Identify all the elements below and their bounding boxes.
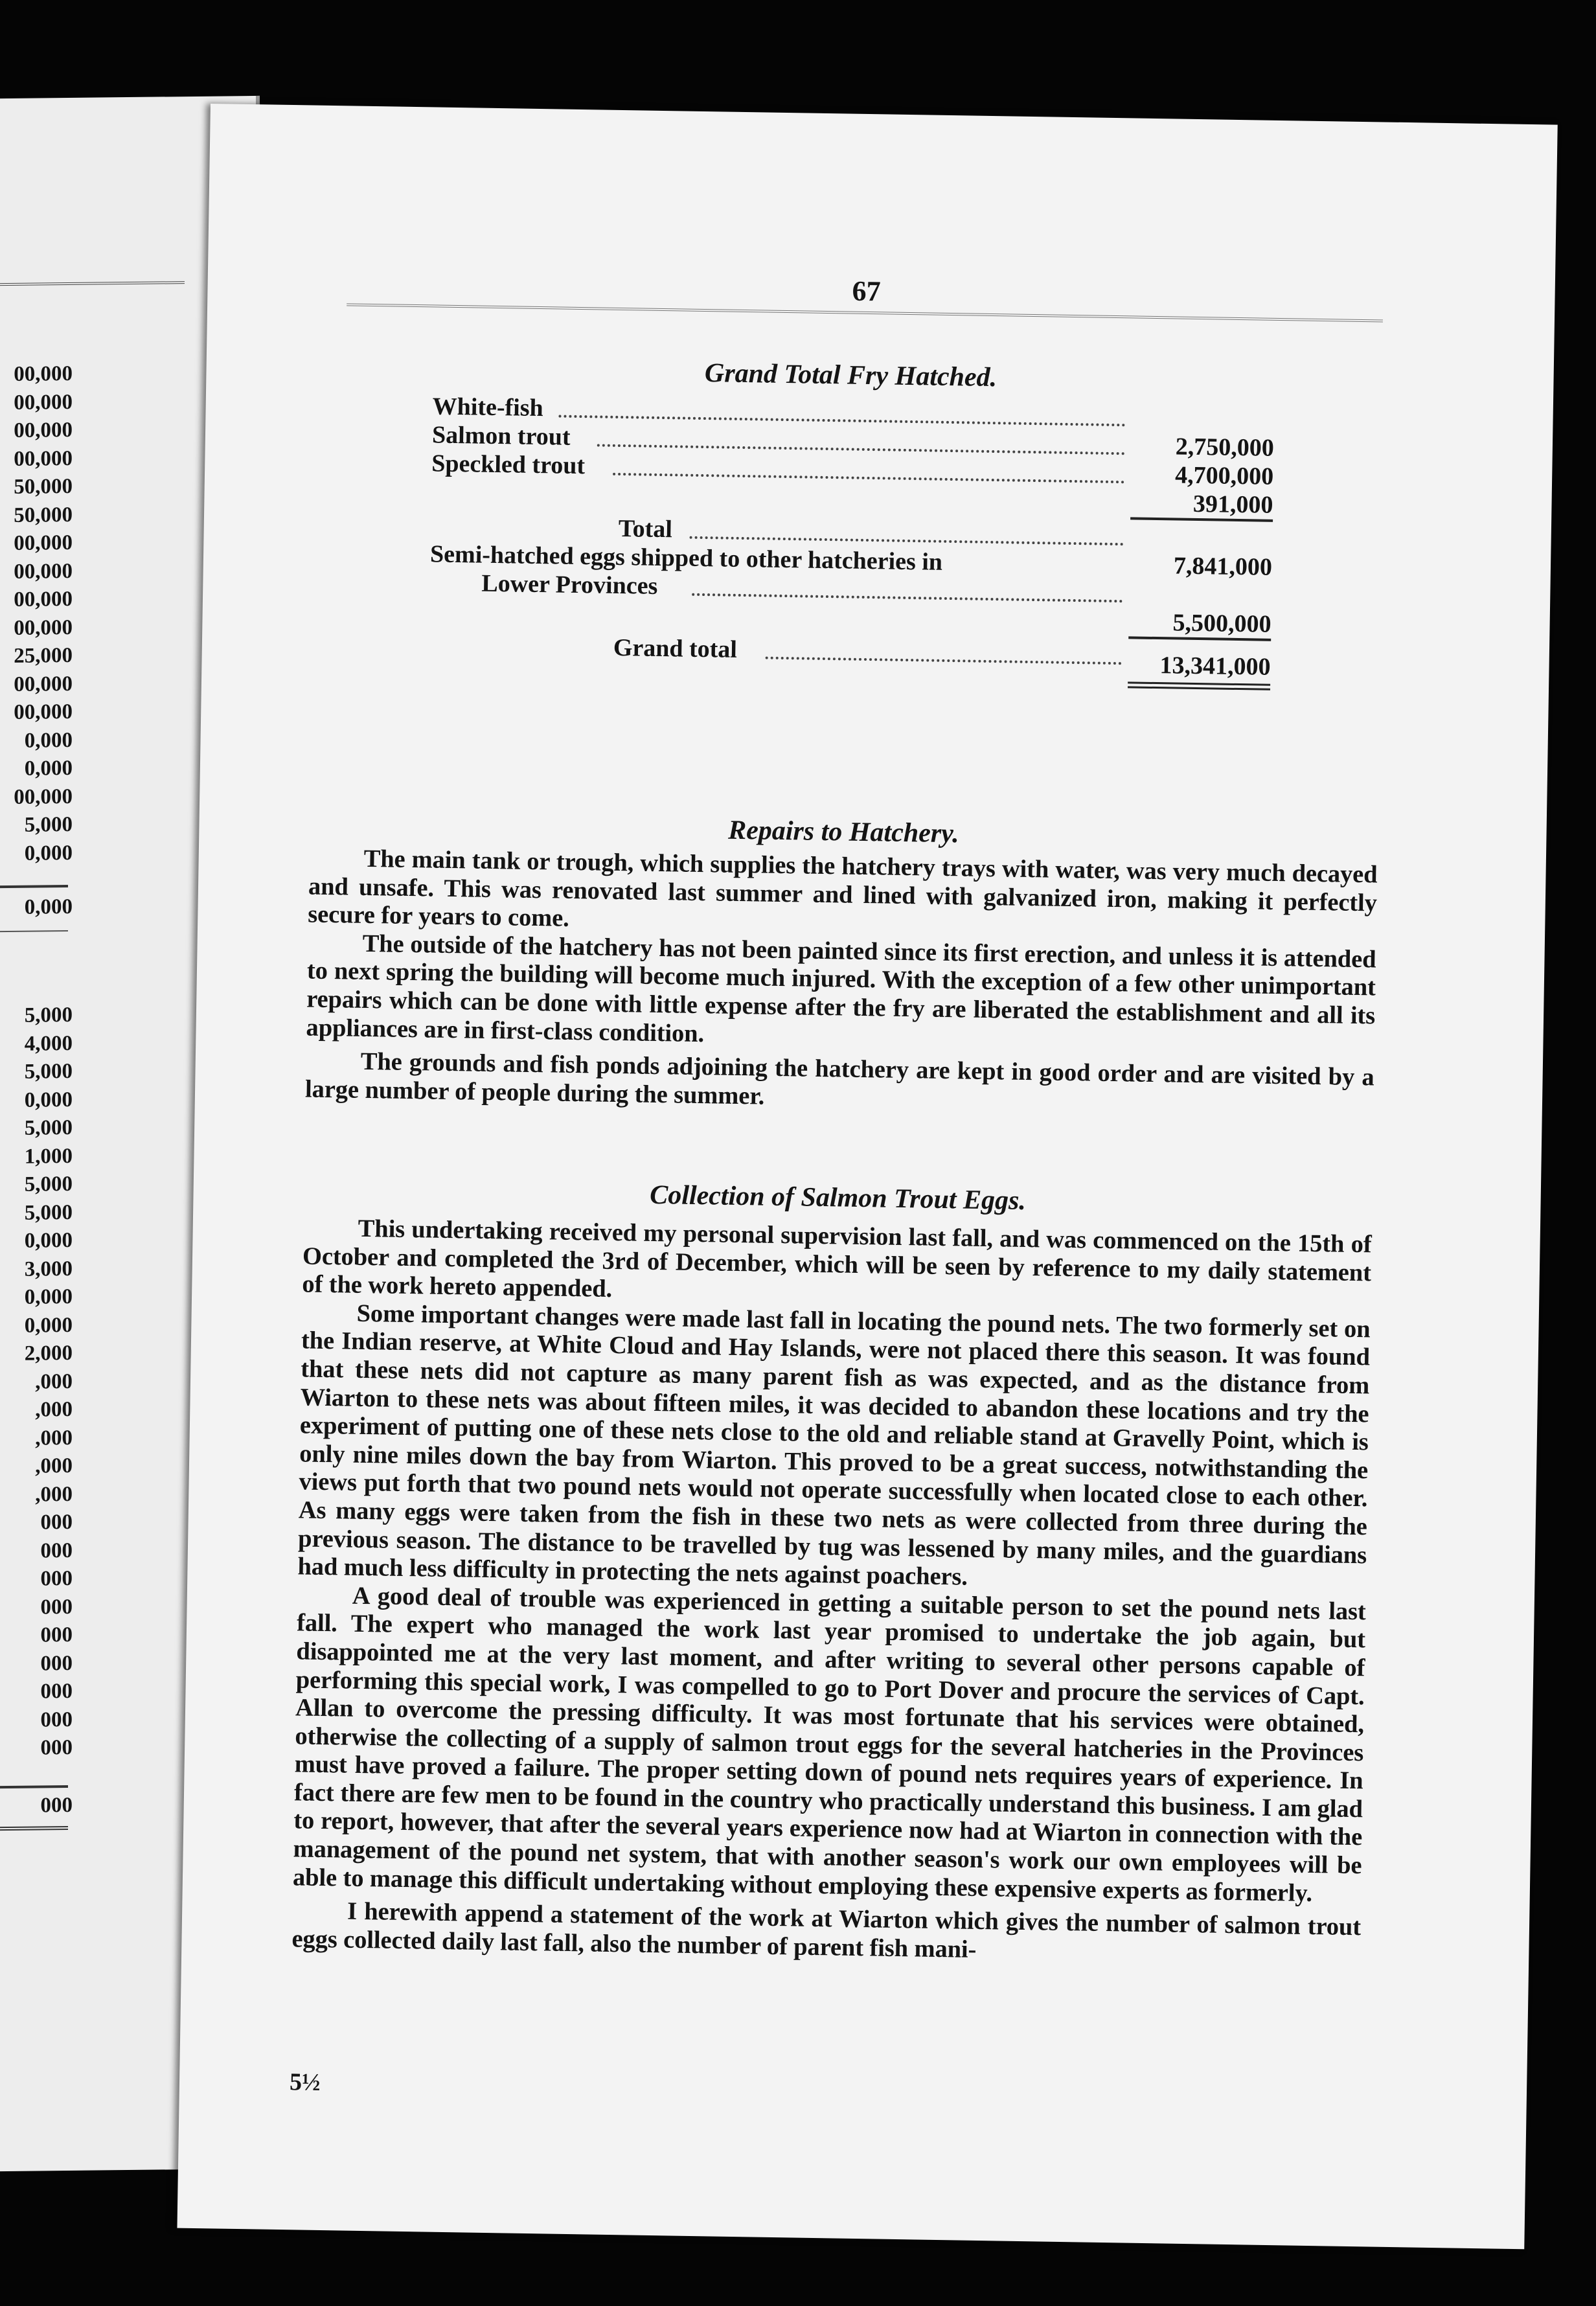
left-number: 000 (40, 1595, 73, 1619)
row-label-salmon-trout: Salmon trout (431, 421, 571, 451)
left-number: 000 (40, 1623, 73, 1647)
left-number: 0,000 (24, 841, 73, 865)
left-column-numbers-bottom (0, 1001, 73, 1763)
semi-label-line2: Lower Provinces (481, 569, 658, 600)
left-bottom-double-rule (0, 1826, 68, 1831)
grand-total-value: 13,341,000 (1159, 652, 1271, 681)
signature-mark: 5½ (289, 2068, 321, 2097)
left-number: 000 (40, 1510, 73, 1535)
left-number: ,000 (35, 1426, 73, 1450)
left-number: ,000 (35, 1454, 73, 1478)
leader-dots (690, 536, 1124, 546)
row-label-speckled-trout: Speckled trout (431, 450, 586, 480)
left-number: 4,000 (24, 1031, 73, 1056)
left-number: 0,000 (24, 1313, 73, 1338)
left-number: 00,000 (14, 418, 73, 442)
grand-total-double-rule (1128, 681, 1270, 690)
left-total-bottom: 000 (40, 1793, 73, 1818)
grand-total-heading: Grand Total Fry Hatched. (704, 358, 998, 393)
left-number: 00,000 (14, 784, 73, 809)
right-page (177, 104, 1557, 2249)
repairs-paragraph-1: The main tank or trough, which supplies the hatchery trays with water, was very much decayed and unsafe. This was renovated last summer and lined with galvanized iron, making it perfectly secure for years to come. (308, 845, 1378, 933)
left-number: 5,000 (24, 1003, 73, 1027)
leader-dots (692, 593, 1123, 602)
left-number: 3,000 (24, 1257, 73, 1281)
left-number: ,000 (35, 1397, 73, 1422)
left-number: 0,000 (24, 756, 73, 781)
row-value: 4,700,000 (1174, 461, 1274, 490)
left-number: 50,000 (14, 474, 73, 499)
collection-section (291, 1174, 1373, 1970)
left-top-rule (0, 281, 185, 286)
repairs-paragraph-3: The grounds and fish ponds adjoining the hatchery are kept in good order and are visited by a large number of people during the summer. (304, 1047, 1374, 1110)
collection-heading: Collection of Salmon Trout Eggs. (649, 1180, 1027, 1216)
left-number: 00,000 (14, 559, 73, 584)
semi-value: 5,500,000 (1172, 609, 1271, 638)
left-number: 00,000 (14, 390, 73, 415)
left-number: 00,000 (14, 700, 73, 724)
left-number: 00,000 (14, 531, 73, 555)
left-number: 0,000 (24, 1228, 73, 1253)
left-number: 5,000 (24, 1115, 73, 1140)
row-label-white-fish: White-fish (432, 393, 544, 422)
left-number: 5,000 (24, 812, 73, 837)
left-number: 000 (40, 1707, 73, 1731)
left-number: 2,000 (24, 1341, 73, 1365)
left-sum-rule-under (0, 930, 68, 932)
left-number: 0,000 (24, 728, 73, 753)
collection-paragraph-3: A good deal of trouble was experienced in getting a suitable person to set the pound nets last fall. The expert who managed the work last year promised to undertake the job again, but disappointed me at the very last moment, and after writing to several other persons capable of performing this special work, I was compelled to go to Port Dover and procure the services of Capt. Allan to overcome the pressing difficulty. It was most fortunate that his services were obtained, otherwise the collecting of a supply of salmon trout eggs for the several hatcheries in the Provinces must have proved a failure. The proper setting down of pound nets requires years of experience. In fact there are few men to be found in the country who practically understand this business. I am glad to report, however, that after the several years experience now had at Wiarton in connection with the management of the pound net system, that with another season's work our own employees will be able to manage this difficult undertaking without employing these expensive experts as formerly. (292, 1582, 1366, 1907)
left-number: 00,000 (14, 672, 73, 696)
left-bottom-rule (0, 1785, 68, 1788)
left-number: 25,000 (14, 643, 73, 668)
left-number: 1,000 (24, 1144, 73, 1169)
repairs-heading: Repairs to Hatchery. (727, 815, 960, 849)
left-number: 000 (40, 1651, 73, 1675)
left-number: 5,000 (24, 1059, 73, 1084)
left-number: 00,000 (14, 587, 73, 611)
left-number: 000 (40, 1679, 73, 1704)
left-sum-rule (0, 885, 68, 888)
page-number: 67 (852, 275, 881, 308)
row-value: 391,000 (1192, 490, 1273, 519)
left-number: ,000 (35, 1369, 73, 1394)
collection-paragraph-4: I herewith append a statement of the work at Wiarton which gives the number of salmon trout eggs collected daily last fall, also the number of parent fish mani- (291, 1897, 1362, 1963)
semi-label-line1: Semi-hatched eggs shipped to other hatcheries in (429, 540, 943, 576)
left-column-numbers-top (0, 360, 73, 868)
left-number: 000 (40, 1566, 73, 1591)
repairs-section (305, 808, 1378, 1121)
left-number: 5,000 (24, 1172, 73, 1196)
fry-table (428, 392, 1275, 687)
left-number: 50,000 (14, 503, 73, 527)
left-number: 00,000 (14, 361, 73, 386)
left-number: 00,000 (14, 446, 73, 471)
left-number: 00,000 (14, 615, 73, 640)
left-number: ,000 (35, 1482, 73, 1507)
repairs-paragraph-2: The outside of the hatchery has not been painted since its first erection, and unless it is attended to next spring the building will become much injured. With the exception of a few other unimportant repairs which can be done with little expense after the fry are liberated the establishment and all its appliances are in first-class condition. (306, 930, 1376, 1047)
left-number: 000 (40, 1735, 73, 1760)
leader-dots (766, 657, 1122, 665)
total-value: 7,841,000 (1173, 552, 1273, 581)
row-value: 2,750,000 (1175, 433, 1275, 462)
left-number: 0,000 (24, 1088, 73, 1112)
left-total-top: 0,000 (24, 895, 73, 919)
collection-paragraph-1: This undertaking received my personal supervision last fall, and was commenced on the 15th of October and completed the 3rd of December, which will be seen by reference to my daily statement of the work hereto appended. (302, 1215, 1372, 1303)
left-number: 5,000 (24, 1200, 73, 1225)
left-number: 0,000 (24, 1284, 73, 1309)
left-number: 000 (40, 1538, 73, 1562)
collection-paragraph-2: Some important changes were made last fall in locating the pound nets. The two formerly set on the Indian reserve, at White Cloud and Hay Islands, were not placed there this season. It was found that these nets did not capture as many parent fish as was expected, and as the distance from Wiarton to these nets was about fifteen miles, it was decided to abandon these locations and try the experiment of putting one of these nets close to the old and reliable stand at Gravelly Point, which is only nine miles down the bay from Wiarton. This proved to be a great success, notwithstanding the views put forth that two pound nets would not operate successfully when located close to each other. As many eggs were taken from the fish in these two nets as were collected from three during the previous season. The distance to be travelled by tug was lessened by many miles, and the guardians had much less difficulty in protecting the nets against poachers. (297, 1299, 1371, 1591)
grand-total-section (312, 352, 1385, 690)
total-label: Total (618, 514, 673, 543)
grand-total-label: Grand total (613, 634, 738, 663)
